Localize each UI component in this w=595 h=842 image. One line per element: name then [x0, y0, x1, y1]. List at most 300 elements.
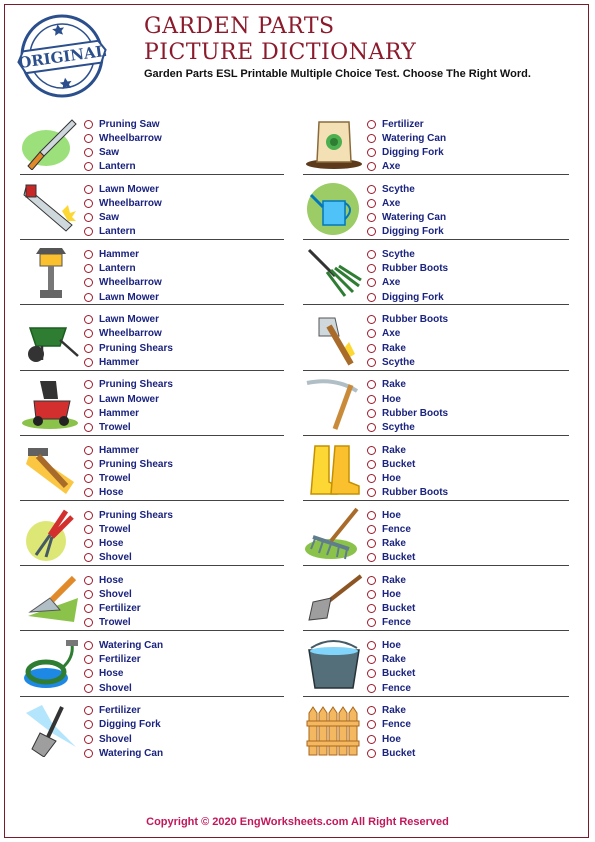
answer-option[interactable]: [84, 602, 141, 616]
answer-option[interactable]: [367, 443, 448, 457]
radio-button[interactable]: [84, 148, 93, 157]
answer-label: Bucket: [382, 458, 416, 470]
answer-label: Shovel: [99, 733, 132, 745]
axe-icon: [305, 312, 363, 366]
question-item: [303, 566, 565, 631]
radio-button[interactable]: [84, 604, 93, 613]
radio-button[interactable]: [84, 525, 93, 534]
answer-option[interactable]: [367, 262, 448, 276]
radio-button[interactable]: [367, 185, 376, 194]
answer-option[interactable]: [84, 537, 173, 551]
radio-button[interactable]: [367, 553, 376, 562]
answer-option[interactable]: [367, 145, 446, 159]
answer-option[interactable]: [84, 313, 173, 327]
radio-button[interactable]: [84, 539, 93, 548]
answer-label: Saw: [99, 146, 120, 158]
answer-label: Hammer: [99, 407, 140, 419]
answer-label: Bucket: [382, 747, 416, 759]
page-subtitle: Garden Parts ESL Printable Multiple Choice Test. Choose The Right Word.: [144, 68, 531, 80]
answer-label: Watering Can: [99, 747, 164, 759]
answer-options: [84, 247, 162, 304]
wheelbarrow-icon: [22, 312, 80, 366]
answer-label: Lawn Mower: [99, 393, 160, 405]
answer-label: Scythe: [382, 356, 415, 368]
answer-options: [84, 443, 173, 500]
answer-option[interactable]: [84, 145, 162, 159]
radio-button[interactable]: [367, 409, 376, 418]
answer-label: Hose: [99, 668, 124, 680]
question-row: [20, 697, 575, 762]
page-title-line2: PICTURE DICTIONARY: [144, 40, 417, 65]
radio-button[interactable]: [84, 423, 93, 432]
lawn-mower-icon: [22, 377, 80, 431]
radio-button[interactable]: [84, 720, 93, 729]
answer-option[interactable]: [84, 406, 173, 420]
answer-option[interactable]: [367, 117, 446, 131]
radio-button[interactable]: [367, 590, 376, 599]
radio-button[interactable]: [367, 380, 376, 389]
question-item: [303, 697, 565, 762]
answer-option[interactable]: [84, 392, 173, 406]
radio-button[interactable]: [367, 227, 376, 236]
answer-option[interactable]: [367, 355, 448, 369]
question-row: [20, 240, 575, 305]
answer-label: Lawn Mower: [99, 314, 160, 326]
answer-label: Digging Fork: [382, 146, 444, 158]
radio-button[interactable]: [84, 344, 93, 353]
radio-button[interactable]: [367, 293, 376, 302]
answer-label: Rubber Boots: [382, 487, 449, 499]
answer-label: Rubber Boots: [382, 263, 449, 275]
question-row: [20, 501, 575, 566]
answer-label: Bucket: [382, 603, 416, 615]
radio-button[interactable]: [367, 474, 376, 483]
answer-label: Shovel: [99, 682, 132, 694]
answer-label: Axe: [382, 277, 401, 289]
radio-button[interactable]: [367, 134, 376, 143]
question-grid: [20, 110, 575, 762]
radio-button[interactable]: [84, 293, 93, 302]
radio-button[interactable]: [84, 409, 93, 418]
answer-option[interactable]: [367, 573, 415, 587]
answer-label: Watering Can: [99, 640, 164, 652]
answer-option[interactable]: [84, 732, 163, 746]
answer-label: Wheelbarrow: [99, 277, 162, 289]
answer-option[interactable]: [84, 117, 162, 131]
question-row: [20, 110, 575, 175]
answer-option[interactable]: [84, 420, 173, 434]
answer-option[interactable]: [367, 406, 448, 420]
answer-label: Rake: [382, 705, 406, 717]
answer-option[interactable]: [84, 718, 163, 732]
answer-option[interactable]: [367, 392, 448, 406]
lantern-icon: [22, 246, 80, 300]
answer-option[interactable]: [84, 327, 173, 341]
radio-button[interactable]: [84, 641, 93, 650]
answer-label: Wheelbarrow: [99, 197, 162, 209]
question-row: [20, 306, 575, 371]
answer-label: Fence: [382, 617, 411, 629]
answer-option[interactable]: [367, 457, 448, 471]
radio-button[interactable]: [84, 134, 93, 143]
radio-button[interactable]: [367, 655, 376, 664]
pruning-saw-icon: [22, 116, 80, 170]
radio-button[interactable]: [367, 525, 376, 534]
answer-option[interactable]: [84, 457, 173, 471]
answer-option[interactable]: [84, 681, 163, 695]
answer-option[interactable]: [84, 667, 163, 681]
question-item: [20, 371, 282, 436]
fertilizer-bag-icon: [305, 116, 363, 170]
svg-text:ORIGINAL: ORIGINAL: [17, 41, 108, 73]
answer-options: [367, 313, 448, 370]
answer-label: Saw: [99, 212, 120, 224]
answer-option[interactable]: [367, 196, 446, 210]
answer-option[interactable]: [367, 639, 415, 653]
answer-label: Shovel: [99, 589, 132, 601]
radio-button[interactable]: [367, 641, 376, 650]
answer-options: [84, 378, 173, 435]
radio-button[interactable]: [367, 264, 376, 273]
answer-label: Rubber Boots: [382, 407, 449, 419]
answer-label: Fence: [382, 682, 411, 694]
radio-button[interactable]: [84, 213, 93, 222]
answer-label: Watering Can: [382, 212, 447, 224]
radio-button[interactable]: [84, 684, 93, 693]
answer-label: Hoe: [382, 509, 401, 521]
bucket-icon: [305, 638, 363, 692]
question-item: [20, 501, 282, 566]
answer-option[interactable]: [84, 131, 162, 145]
answer-label: Hammer: [99, 356, 140, 368]
radio-button[interactable]: [84, 264, 93, 273]
answer-option[interactable]: [84, 522, 173, 536]
answer-option[interactable]: [84, 276, 162, 290]
radio-button[interactable]: [367, 315, 376, 324]
radio-button[interactable]: [367, 344, 376, 353]
answer-option[interactable]: [367, 378, 448, 392]
answer-option[interactable]: [84, 471, 173, 485]
answer-option[interactable]: [84, 182, 162, 196]
answer-options: [367, 247, 448, 304]
question-item: [303, 501, 565, 566]
answer-label: Fertilizer: [382, 118, 424, 130]
answer-label: Rake: [382, 654, 406, 666]
radio-button[interactable]: [367, 706, 376, 715]
answer-label: Bucket: [382, 668, 416, 680]
answer-options: [84, 573, 141, 630]
answer-label: Hose: [99, 487, 124, 499]
answer-option[interactable]: [367, 508, 415, 522]
answer-option[interactable]: [84, 551, 173, 565]
radio-button[interactable]: [367, 511, 376, 520]
radio-button[interactable]: [367, 358, 376, 367]
answer-option[interactable]: [367, 313, 448, 327]
radio-button[interactable]: [84, 315, 93, 324]
answer-option[interactable]: [367, 588, 415, 602]
answer-label: Axe: [382, 328, 401, 340]
answer-label: Hoe: [382, 640, 401, 652]
radio-button[interactable]: [367, 539, 376, 548]
answer-label: Pruning Saw: [99, 118, 160, 130]
answer-option[interactable]: [84, 247, 162, 261]
answer-option[interactable]: [367, 131, 446, 145]
answer-option[interactable]: [367, 471, 448, 485]
answer-options: [84, 704, 163, 761]
radio-button[interactable]: [84, 590, 93, 599]
radio-button[interactable]: [84, 329, 93, 338]
answer-option[interactable]: [84, 486, 173, 500]
answer-option[interactable]: [367, 704, 415, 718]
answer-option[interactable]: [84, 588, 141, 602]
question-row: [20, 175, 575, 240]
fence-icon: [305, 703, 363, 757]
watering-can-icon: [305, 181, 363, 235]
radio-button[interactable]: [84, 706, 93, 715]
answer-label: Hose: [99, 538, 124, 550]
radio-button[interactable]: [84, 669, 93, 678]
question-item: [20, 632, 282, 697]
answer-option[interactable]: [367, 290, 448, 304]
radio-button[interactable]: [84, 250, 93, 259]
answer-option[interactable]: [84, 746, 163, 760]
answer-option[interactable]: [84, 341, 173, 355]
answer-option[interactable]: [84, 160, 162, 174]
answer-option[interactable]: [367, 341, 448, 355]
radio-button[interactable]: [367, 278, 376, 287]
answer-option[interactable]: [367, 182, 446, 196]
answer-label: Wheelbarrow: [99, 328, 162, 340]
radio-button[interactable]: [84, 395, 93, 404]
answer-option[interactable]: [367, 653, 415, 667]
question-item: [20, 175, 282, 240]
answer-label: Shovel: [99, 552, 132, 564]
answer-label: Scythe: [382, 248, 415, 260]
digging-fork-icon: [305, 246, 363, 300]
answer-option[interactable]: [84, 704, 163, 718]
radio-button[interactable]: [367, 213, 376, 222]
answer-option[interactable]: [367, 602, 415, 616]
radio-button[interactable]: [84, 655, 93, 664]
answer-option[interactable]: [367, 420, 448, 434]
answer-label: Trowel: [99, 523, 131, 535]
answer-options: [367, 508, 415, 565]
answer-label: Watering Can: [382, 132, 447, 144]
answer-label: Fertilizer: [99, 603, 141, 615]
answer-label: Scythe: [382, 421, 415, 433]
radio-button[interactable]: [84, 358, 93, 367]
answer-option[interactable]: [84, 262, 162, 276]
answer-option[interactable]: [84, 196, 162, 210]
answer-option[interactable]: [367, 667, 415, 681]
answer-option[interactable]: [367, 681, 415, 695]
answer-option[interactable]: [84, 653, 163, 667]
rubber-boots-icon: [305, 442, 363, 496]
answer-option[interactable]: [367, 211, 446, 225]
radio-button[interactable]: [84, 488, 93, 497]
scythe-icon: [305, 377, 363, 431]
question-item: [303, 632, 565, 697]
radio-button[interactable]: [84, 474, 93, 483]
answer-option[interactable]: [84, 508, 173, 522]
radio-button[interactable]: [367, 162, 376, 171]
answer-label: Rake: [382, 444, 406, 456]
radio-button[interactable]: [367, 669, 376, 678]
answer-label: Trowel: [99, 472, 131, 484]
answer-label: Fence: [382, 523, 411, 535]
radio-button[interactable]: [367, 446, 376, 455]
answer-options: [367, 704, 415, 761]
answer-option[interactable]: [84, 573, 141, 587]
answer-option[interactable]: [367, 327, 448, 341]
shovel-icon: [22, 703, 80, 757]
answer-label: Lantern: [99, 161, 136, 173]
radio-button[interactable]: [84, 380, 93, 389]
radio-button[interactable]: [84, 735, 93, 744]
answer-option[interactable]: [367, 276, 448, 290]
question-item: [303, 110, 565, 175]
hammer-icon: [22, 442, 80, 496]
radio-button[interactable]: [84, 446, 93, 455]
question-item: [303, 240, 565, 305]
answer-label: Lawn Mower: [99, 291, 160, 303]
page-title-line1: GARDEN PARTS: [144, 14, 335, 39]
answer-option[interactable]: [367, 718, 415, 732]
answer-label: Rubber Boots: [382, 314, 449, 326]
question-item: [20, 240, 282, 305]
answer-label: Pruning Shears: [99, 379, 173, 391]
answer-option[interactable]: [84, 290, 162, 304]
answer-label: Lawn Mower: [99, 183, 160, 195]
radio-button[interactable]: [367, 684, 376, 693]
radio-button[interactable]: [367, 395, 376, 404]
question-item: [20, 566, 282, 631]
answer-label: Fertilizer: [99, 705, 141, 717]
answer-label: Pruning Shears: [99, 509, 173, 521]
question-item: [303, 371, 565, 436]
question-item: [20, 697, 282, 762]
answer-option[interactable]: [367, 551, 415, 565]
answer-label: Scythe: [382, 183, 415, 195]
radio-button[interactable]: [84, 749, 93, 758]
radio-button[interactable]: [367, 735, 376, 744]
answer-options: [84, 182, 162, 239]
answer-option[interactable]: [367, 732, 415, 746]
answer-options: [367, 639, 415, 696]
answer-option[interactable]: [367, 225, 446, 239]
answer-options: [367, 378, 448, 435]
answer-options: [84, 639, 163, 696]
radio-button[interactable]: [84, 162, 93, 171]
answer-option[interactable]: [84, 443, 173, 457]
answer-option[interactable]: [84, 211, 162, 225]
answer-label: Pruning Shears: [99, 458, 173, 470]
answer-option[interactable]: [84, 378, 173, 392]
answer-option[interactable]: [367, 537, 415, 551]
question-item: [303, 306, 565, 371]
answer-label: Axe: [382, 197, 401, 209]
question-row: [20, 566, 575, 631]
radio-button[interactable]: [367, 604, 376, 613]
answer-label: Rake: [382, 342, 406, 354]
saw-icon: [22, 181, 80, 235]
answer-option[interactable]: [367, 486, 448, 500]
answer-option[interactable]: [367, 746, 415, 760]
question-row: [20, 632, 575, 697]
answer-label: Hammer: [99, 248, 140, 260]
question-row: [20, 371, 575, 436]
answer-label: Wheelbarrow: [99, 132, 162, 144]
answer-options: [84, 117, 162, 174]
radio-button[interactable]: [367, 749, 376, 758]
radio-button[interactable]: [84, 199, 93, 208]
pruning-shears-icon: [22, 507, 80, 561]
answer-label: Hoe: [382, 589, 401, 601]
radio-button[interactable]: [84, 553, 93, 562]
answer-label: Rake: [382, 538, 406, 550]
answer-label: Trowel: [99, 421, 131, 433]
answer-option[interactable]: [84, 639, 163, 653]
answer-options: [84, 508, 173, 565]
answer-option[interactable]: [367, 247, 448, 261]
radio-button[interactable]: [84, 511, 93, 520]
radio-button[interactable]: [367, 576, 376, 585]
radio-button[interactable]: [84, 227, 93, 236]
answer-label: Lantern: [99, 263, 136, 275]
answer-option[interactable]: [367, 160, 446, 174]
radio-button[interactable]: [367, 618, 376, 627]
radio-button[interactable]: [367, 148, 376, 157]
radio-button[interactable]: [367, 720, 376, 729]
question-item: [20, 436, 282, 501]
answer-label: Hoe: [382, 472, 401, 484]
answer-label: Hammer: [99, 444, 140, 456]
radio-button[interactable]: [84, 185, 93, 194]
radio-button[interactable]: [84, 120, 93, 129]
radio-button[interactable]: [367, 120, 376, 129]
radio-button[interactable]: [367, 423, 376, 432]
radio-button[interactable]: [367, 488, 376, 497]
answer-options: [367, 443, 448, 500]
answer-label: Hoe: [382, 393, 401, 405]
answer-option[interactable]: [84, 355, 173, 369]
answer-option[interactable]: [367, 522, 415, 536]
trowel-icon: [22, 572, 80, 626]
rake-icon: [305, 507, 363, 561]
radio-button[interactable]: [367, 250, 376, 259]
radio-button[interactable]: [84, 576, 93, 585]
radio-button[interactable]: [84, 618, 93, 627]
radio-button[interactable]: [84, 460, 93, 469]
hose-icon: [22, 638, 80, 692]
radio-button[interactable]: [84, 278, 93, 287]
question-item: [303, 436, 565, 501]
question-item: [303, 175, 565, 240]
answer-option[interactable]: [367, 616, 415, 630]
answer-label: Hoe: [382, 733, 401, 745]
answer-options: [367, 117, 446, 174]
answer-label: Lantern: [99, 226, 136, 238]
answer-option[interactable]: [84, 616, 141, 630]
answer-label: Digging Fork: [382, 226, 444, 238]
original-stamp-icon: [10, 10, 114, 102]
radio-button[interactable]: [367, 329, 376, 338]
radio-button[interactable]: [367, 199, 376, 208]
radio-button[interactable]: [367, 460, 376, 469]
answer-option[interactable]: [84, 225, 162, 239]
answer-label: Fertilizer: [99, 654, 141, 666]
answer-label: Digging Fork: [382, 291, 444, 303]
